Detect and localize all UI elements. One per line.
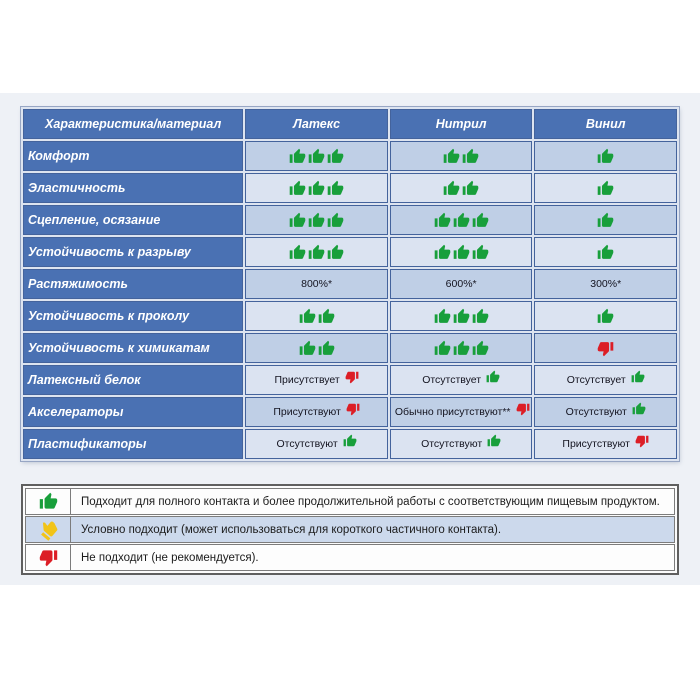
cell-text: Отсутствуют [421, 438, 483, 450]
thumb-up-icon [434, 308, 451, 325]
header-characteristic-material: Характеристика/материал [23, 109, 243, 139]
rating-thumbs [395, 308, 528, 325]
table-row [23, 333, 677, 363]
cell-value [277, 437, 357, 451]
table-row [23, 301, 677, 331]
thumb-up-icon [434, 212, 451, 229]
cell-text: Присутствуют [562, 438, 630, 450]
legend-row-not-suitable [25, 544, 675, 571]
rating-thumbs [250, 212, 383, 229]
table-cell [245, 141, 388, 171]
legend-icon-cell [26, 489, 71, 514]
thumb-up-icon [631, 370, 645, 384]
table-cell [534, 205, 677, 235]
cell-value [274, 373, 358, 387]
table-row [23, 397, 677, 427]
rating-thumbs [395, 244, 528, 261]
rating-thumbs [395, 340, 528, 357]
thumb-up-icon [597, 180, 614, 197]
table-cell [534, 397, 677, 427]
rating-thumbs [539, 308, 672, 325]
cell-value [422, 373, 500, 387]
table-cell [245, 333, 388, 363]
row-label: Сцепление, осязание [23, 205, 243, 235]
table-cell [534, 301, 677, 331]
cell-value [395, 405, 530, 419]
thumb-up-icon [327, 148, 344, 165]
legend-text: Не подходит (не рекомендуется). [81, 551, 259, 564]
thumb-down-icon [516, 402, 530, 416]
thumb-up-icon [632, 402, 646, 416]
table-row [23, 429, 677, 459]
thumb-up-icon [434, 340, 451, 357]
thumb-up-icon [327, 212, 344, 229]
cell-text: Отсутствуют [276, 438, 338, 450]
table-cell [390, 301, 533, 331]
thumb-up-icon [453, 212, 470, 229]
thumb-up-icon [327, 180, 344, 197]
rating-thumbs [250, 340, 383, 357]
table-cell [245, 301, 388, 331]
table-cell [245, 237, 388, 267]
row-label: Латексный белок [23, 365, 243, 395]
table-cell [534, 333, 677, 363]
thumb-up-icon [289, 244, 306, 261]
thumb-up-icon [308, 148, 325, 165]
rating-thumbs [539, 340, 672, 357]
cell-text: Отсутствует [566, 374, 626, 386]
cell-text: 800%* [301, 278, 333, 290]
thumb-up-icon [308, 212, 325, 229]
rating-thumbs [395, 212, 528, 229]
cell-value [273, 405, 360, 419]
legend-text: Условно подходит (может использоваться для короткого частичного контакта). [81, 523, 502, 536]
thumb-up-icon [597, 148, 614, 165]
rating-thumbs [395, 148, 528, 165]
thumb-conditional-icon [35, 516, 62, 543]
thumb-up-icon [472, 340, 489, 357]
table-row [23, 205, 677, 235]
table-cell [390, 205, 533, 235]
rating-thumbs [250, 308, 383, 325]
thumb-up-icon [443, 148, 460, 165]
content-band [0, 93, 700, 585]
rating-thumbs [250, 148, 383, 165]
thumb-up-icon [462, 148, 479, 165]
table-row [23, 365, 677, 395]
thumb-up-icon [597, 244, 614, 261]
table-cell [390, 173, 533, 203]
thumb-up-icon [299, 340, 316, 357]
thumb-up-icon [308, 180, 325, 197]
thumb-up-icon [453, 308, 470, 325]
thumb-down-icon [39, 548, 58, 567]
thumb-up-icon [453, 340, 470, 357]
table-cell [534, 237, 677, 267]
cell-value [566, 405, 646, 419]
table-cell [390, 429, 533, 459]
cell-value [562, 437, 649, 451]
table-row [23, 173, 677, 203]
row-label: Устойчивость к проколу [23, 301, 243, 331]
thumb-up-icon [289, 180, 306, 197]
table-cell [534, 173, 677, 203]
table-cell [390, 333, 533, 363]
legend-icon-cell [26, 545, 71, 570]
cell-text: Отсутствует [422, 374, 482, 386]
row-label: Устойчивость к химикатам [23, 333, 243, 363]
comparison-table [21, 107, 679, 461]
cell-value [590, 278, 621, 290]
cell-text: Обычно присутствуют** [394, 406, 511, 418]
thumb-up-icon [472, 308, 489, 325]
rating-thumbs [539, 244, 672, 261]
thumb-down-icon [635, 434, 649, 448]
table-cell [245, 205, 388, 235]
legend-row-conditional [25, 516, 675, 543]
thumb-up-icon [472, 244, 489, 261]
thumb-up-icon [299, 308, 316, 325]
thumb-up-icon [597, 212, 614, 229]
cell-text: Отсутствуют [565, 406, 627, 418]
table-cell [245, 429, 388, 459]
table-cell [534, 141, 677, 171]
table-cell [534, 269, 677, 299]
table-cell [534, 365, 677, 395]
rating-thumbs [250, 180, 383, 197]
header-latex: Латекс [245, 109, 388, 139]
table-row [23, 269, 677, 299]
legend-text: Подходит для полного контакта и более продолжительной работы с соответствующим пищевым продуктом. [81, 495, 660, 508]
rating-thumbs [539, 180, 672, 197]
thumb-up-icon [443, 180, 460, 197]
row-label: Эластичность [23, 173, 243, 203]
thumb-up-icon [318, 340, 335, 357]
cell-text: Присутствует [274, 374, 340, 386]
cell-value [301, 278, 332, 290]
table-cell [390, 365, 533, 395]
rating-thumbs [250, 244, 383, 261]
row-label: Комфорт [23, 141, 243, 171]
table-cell [245, 365, 388, 395]
legend-table [21, 484, 679, 575]
table-cell [245, 397, 388, 427]
thumb-up-icon [472, 212, 489, 229]
table-cell [390, 269, 533, 299]
cell-value [446, 278, 477, 290]
cell-value [421, 437, 501, 451]
thumb-up-icon [486, 370, 500, 384]
cell-text: 600%* [445, 278, 477, 290]
header-vinyl: Винил [534, 109, 677, 139]
row-label: Пластификаторы [23, 429, 243, 459]
header-nitrile: Нитрил [390, 109, 533, 139]
thumb-up-icon [318, 308, 335, 325]
thumb-down-icon [346, 402, 360, 416]
row-label: Растяжимость [23, 269, 243, 299]
table-row [23, 141, 677, 171]
thumb-up-icon [327, 244, 344, 261]
row-label: Акселераторы [23, 397, 243, 427]
table-cell [390, 141, 533, 171]
header-row [23, 109, 677, 139]
thumb-up-icon [453, 244, 470, 261]
rating-thumbs [539, 148, 672, 165]
table-cell [245, 269, 388, 299]
thumb-up-icon [343, 434, 357, 448]
table-cell [390, 237, 533, 267]
table-cell [390, 397, 533, 427]
rating-thumbs [539, 212, 672, 229]
thumb-up-icon [434, 244, 451, 261]
cell-text: 300%* [590, 278, 622, 290]
thumb-up-icon [308, 244, 325, 261]
legend-row-suitable [25, 488, 675, 515]
thumb-up-icon [462, 180, 479, 197]
cell-text: Присутствуют [273, 406, 341, 418]
rating-thumbs [395, 180, 528, 197]
table-row [23, 237, 677, 267]
legend-icon-cell [26, 517, 71, 542]
table-cell [245, 173, 388, 203]
thumb-up-icon [597, 308, 614, 325]
thumb-up-icon [289, 212, 306, 229]
thumb-up-icon [39, 492, 58, 511]
row-label: Устойчивость к разрыву [23, 237, 243, 267]
table-cell [534, 429, 677, 459]
cell-value [567, 373, 645, 387]
thumb-down-icon [597, 340, 614, 357]
thumb-up-icon [487, 434, 501, 448]
thumb-up-icon [289, 148, 306, 165]
thumb-down-icon [345, 370, 359, 384]
